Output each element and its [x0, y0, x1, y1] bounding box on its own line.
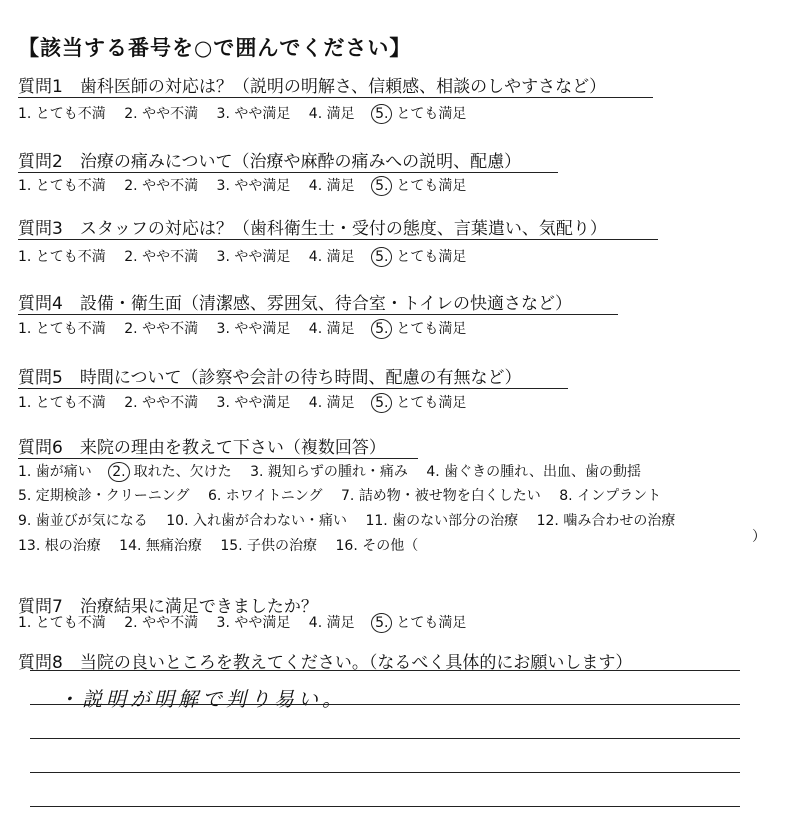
option[interactable]: 2. やや不満 — [124, 615, 199, 631]
question-1-options — [18, 103, 480, 124]
option-selected[interactable]: 5. — [371, 104, 392, 124]
question-6-row-2 — [18, 485, 675, 505]
option[interactable]: 1. とても不満 — [18, 249, 106, 265]
option[interactable]: 11. 歯のない部分の治療 — [365, 513, 519, 529]
option[interactable]: 3. 親知らずの腫れ・痛み — [250, 464, 408, 480]
option[interactable]: 15. 子供の治療 — [220, 538, 318, 554]
other-close-paren: ） — [752, 529, 766, 545]
question-3-label: 質問3 スタッフの対応は？（歯科衛生士・受付の態度、言葉遣い、気配り） — [18, 214, 658, 240]
answer-line — [30, 738, 740, 739]
answer-line — [30, 806, 740, 807]
option[interactable]: 14. 無痛治療 — [119, 538, 202, 554]
option[interactable]: 4. 満足 — [308, 249, 355, 265]
page-title: 【該当する番号を○で囲んでください】 — [18, 36, 412, 60]
option[interactable]: 4. 満足 — [308, 395, 355, 411]
option-label: とても満足 — [396, 249, 467, 265]
question-6-row-3 — [18, 510, 689, 530]
option[interactable]: 1. とても不満 — [18, 395, 106, 411]
option[interactable]: 3. やや満足 — [216, 178, 291, 194]
option-label: とても満足 — [396, 395, 467, 411]
option-selected[interactable]: 5. — [371, 319, 392, 339]
option-label: とても満足 — [396, 106, 467, 122]
option[interactable]: 3. やや満足 — [216, 395, 291, 411]
option-label: 取れた、欠けた — [133, 464, 232, 480]
question-5-label: 質問5 時間について（診察や会計の待ち時間、配慮の有無など） — [18, 363, 568, 389]
option-label: とても満足 — [396, 178, 467, 194]
question-6-label: 質問6 来院の理由を教えて下さい（複数回答） — [18, 433, 418, 459]
question-6-row-1 — [18, 461, 655, 482]
option[interactable]: 4. 満足 — [308, 178, 355, 194]
option[interactable]: 6. ホワイトニング — [207, 488, 323, 504]
option[interactable]: 2. やや不満 — [124, 395, 199, 411]
handwritten-answer[interactable]: ・説明が明解で判り易い。 — [58, 687, 346, 711]
question-1-label: 質問1 歯科医師の対応は？（説明の明解さ、信頼感、相談のしやすさなど） — [18, 72, 653, 98]
option[interactable]: 1. とても不満 — [18, 178, 106, 194]
question-7-options — [18, 612, 480, 633]
option-selected[interactable]: 5. — [371, 613, 392, 633]
option[interactable]: 7. 詰め物・被せ物を白くしたい — [341, 488, 541, 504]
option[interactable]: 1. とても不満 — [18, 321, 106, 337]
option[interactable]: 4. 満足 — [308, 321, 355, 337]
question-4-label: 質問4 設備・衛生面（清潔感、雰囲気、待合室・トイレの快適さなど） — [18, 289, 618, 315]
option[interactable]: 3. やや満足 — [216, 249, 291, 265]
question-5-options — [18, 392, 480, 413]
option[interactable]: 4. 満足 — [308, 615, 355, 631]
option[interactable]: 4. 満足 — [308, 106, 355, 122]
option[interactable]: 4. 歯ぐきの腫れ、出血、歯の動揺 — [426, 464, 641, 480]
option[interactable]: 1. とても不満 — [18, 615, 106, 631]
answer-line — [30, 772, 740, 773]
option[interactable]: 2. やや不満 — [124, 106, 199, 122]
option-label: とても満足 — [396, 321, 467, 337]
option[interactable]: 3. やや満足 — [216, 615, 291, 631]
option-label: とても満足 — [396, 615, 467, 631]
option[interactable]: 12. 噛み合わせの治療 — [536, 513, 676, 529]
option-selected[interactable]: 5. — [371, 176, 392, 196]
question-6-row-4 — [18, 535, 432, 555]
answer-line — [30, 670, 740, 671]
question-2-label: 質問2 治療の痛みについて（治療や麻酔の痛みへの説明、配慮） — [18, 147, 558, 173]
option[interactable]: 1. とても不満 — [18, 106, 106, 122]
option[interactable]: 2. やや不満 — [124, 321, 199, 337]
option-selected[interactable]: 2. — [108, 462, 129, 482]
question-8-label: 質問8 当院の良いところを教えてください。（なるべく具体的にお願いします） — [18, 653, 633, 673]
option[interactable]: 8. インプラント — [559, 488, 662, 504]
option[interactable]: 9. 歯並びが気になる — [18, 513, 148, 529]
option-selected[interactable]: 5. — [371, 247, 392, 267]
option[interactable]: 10. 入れ歯が合わない・痛い — [166, 513, 347, 529]
question-3-options — [18, 246, 480, 267]
option[interactable]: 13. 根の治療 — [18, 538, 101, 554]
option[interactable]: 3. やや満足 — [216, 321, 291, 337]
option[interactable]: 2. やや不満 — [124, 249, 199, 265]
option[interactable]: 5. 定期検診・クリーニング — [18, 488, 190, 504]
option-other[interactable]: 16. その他（ — [335, 538, 419, 554]
answer-line — [30, 704, 740, 705]
question-2-options — [18, 175, 480, 196]
option[interactable]: 1. 歯が痛い — [18, 464, 92, 480]
option[interactable]: 3. やや満足 — [216, 106, 291, 122]
option[interactable]: 2. やや不満 — [124, 178, 199, 194]
option-selected[interactable]: 5. — [371, 393, 392, 413]
question-4-options — [18, 318, 480, 339]
question-7-label: 質問7 治療結果に満足できましたか？ — [18, 597, 318, 617]
